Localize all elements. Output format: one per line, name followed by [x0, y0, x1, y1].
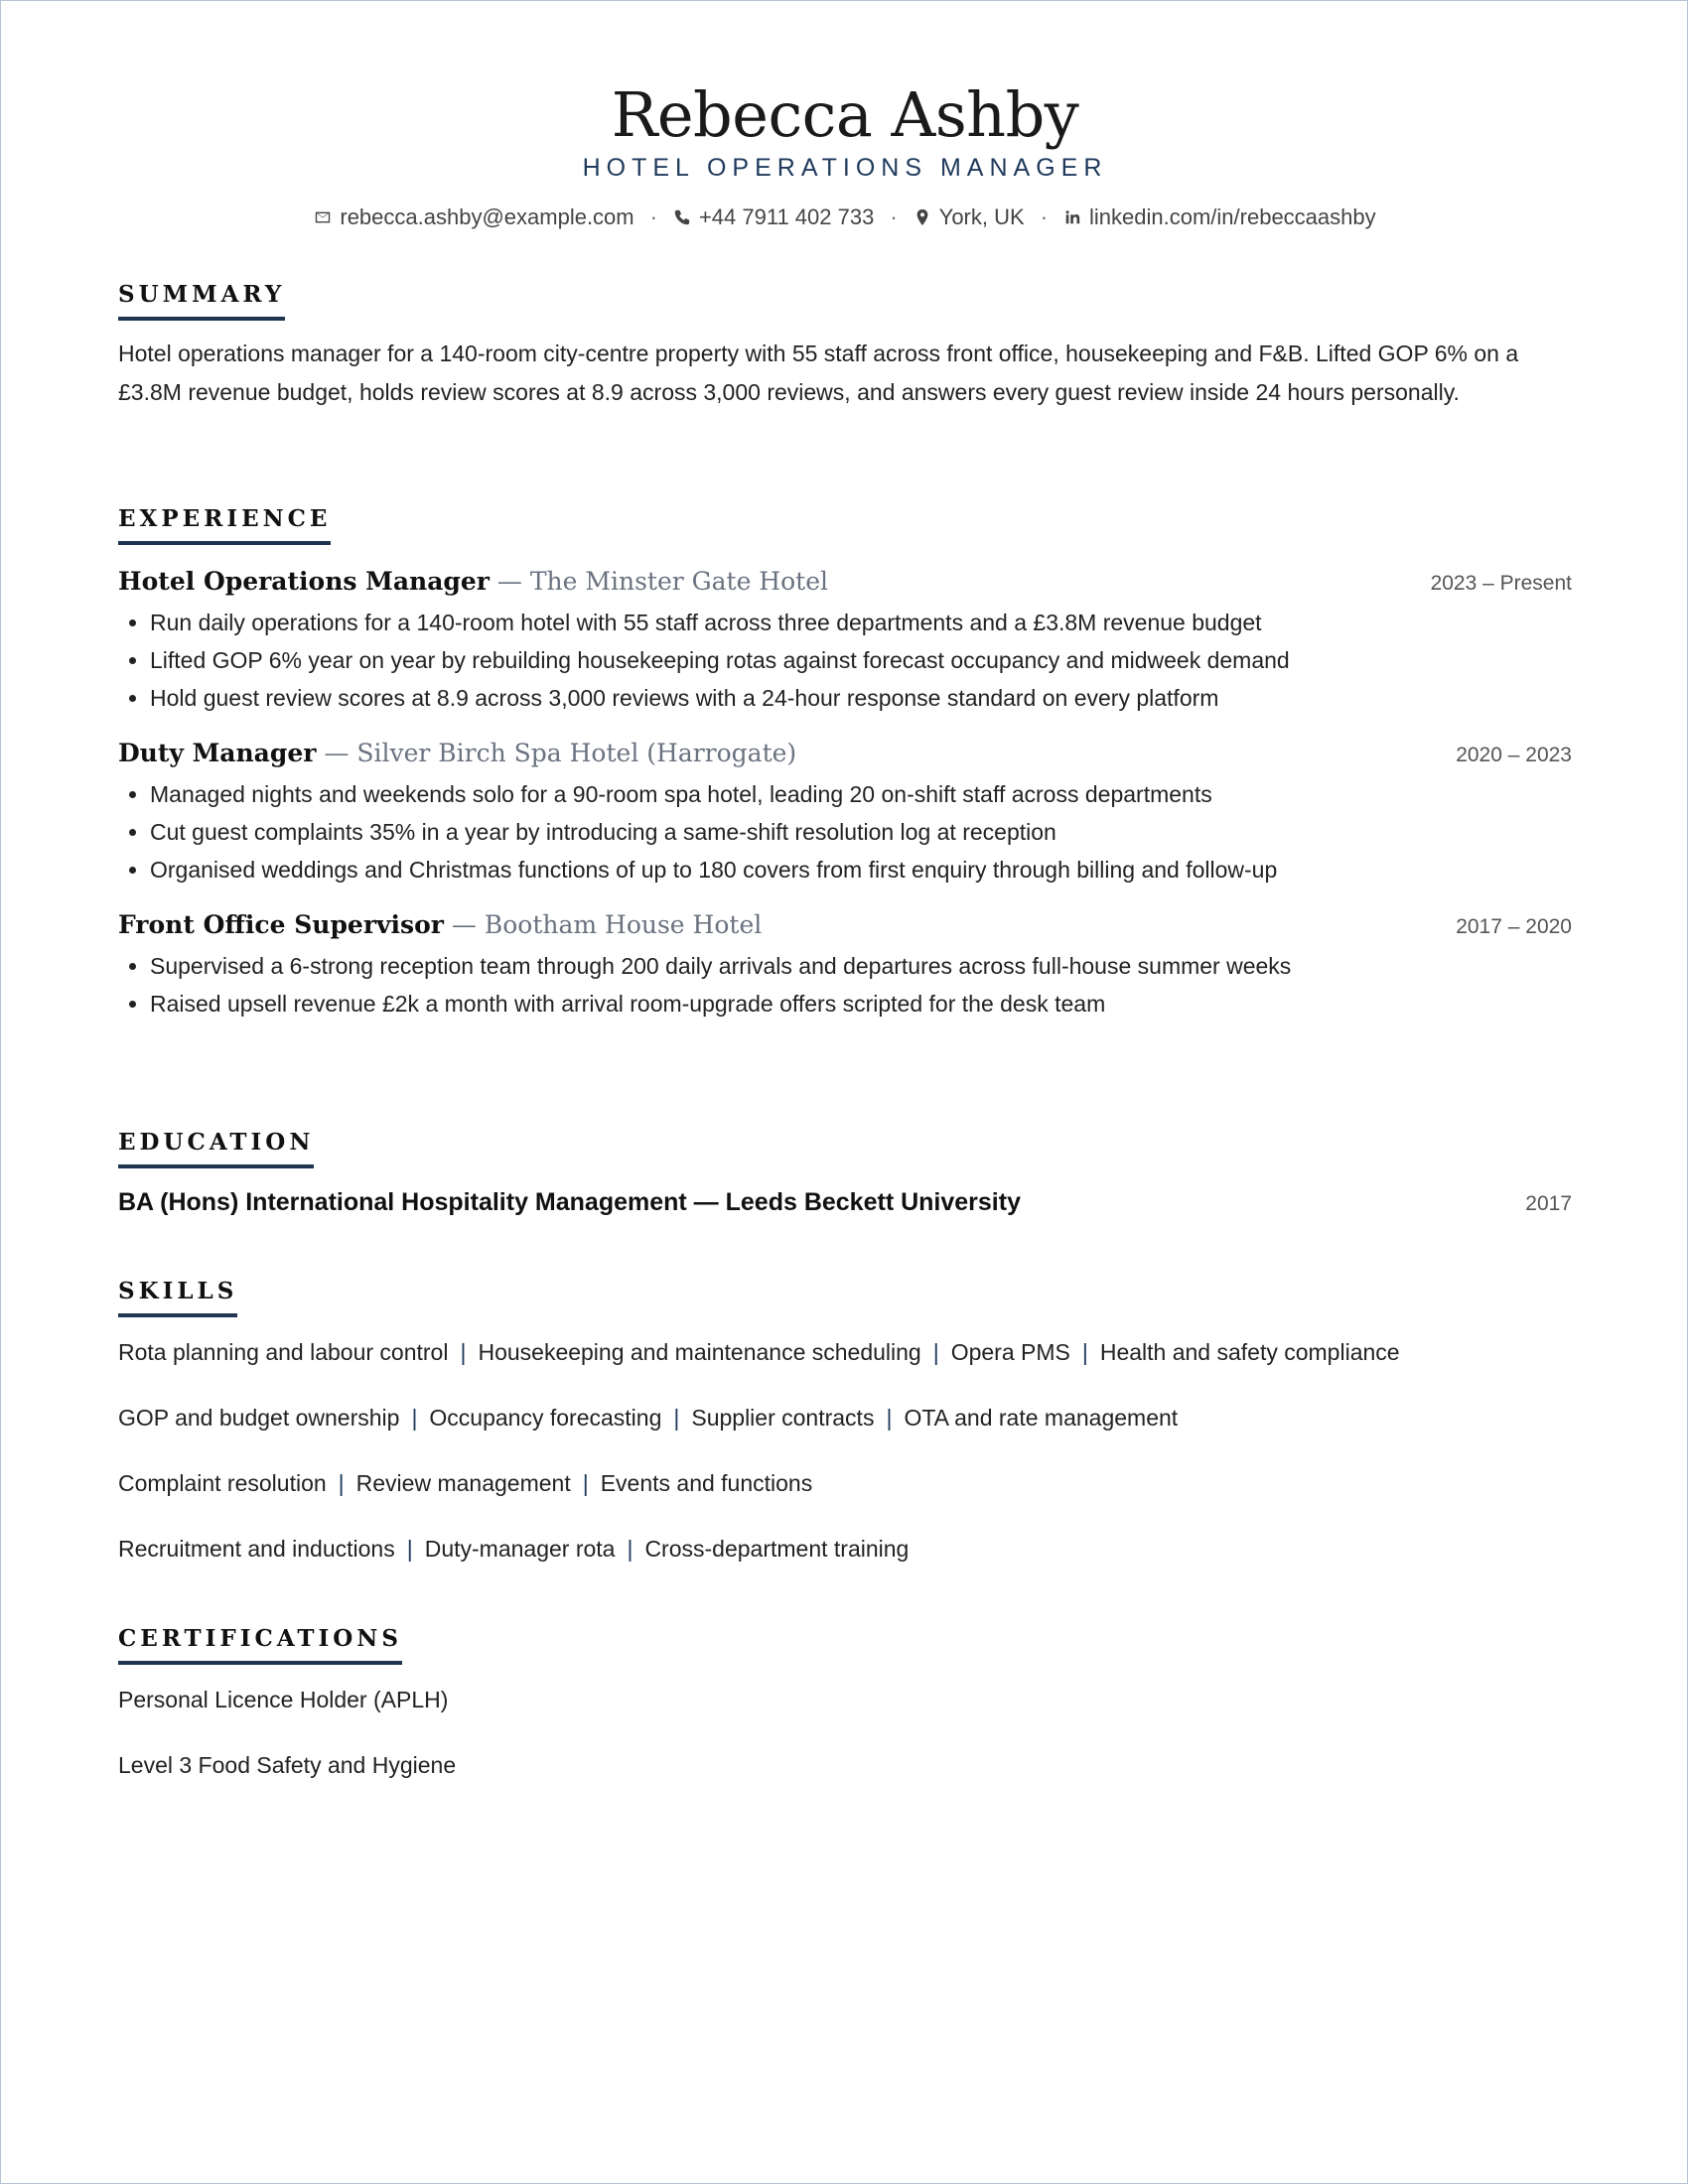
job-company: — Bootham House Hotel — [443, 910, 763, 939]
job-bullet: • Run daily operations for a 140-room hotel with 55 staff across three departments and a £3.8M revenue budget — [150, 604, 1572, 641]
skill-item: Recruitment and inductions — [118, 1536, 395, 1562]
skill-item: Events and functions — [600, 1470, 813, 1496]
contact-phone[interactable] — [673, 204, 874, 231]
skills-line — [118, 1337, 1572, 1367]
skill-separator: | — [673, 1405, 680, 1431]
job-title: Front Office Supervisor — [118, 910, 444, 939]
candidate-role: HOTEL OPERATIONS MANAGER — [582, 154, 1108, 182]
job-bullet: • Raised upsell revenue £2k a month with arrival room-upgrade offers scripted for the desk team — [150, 985, 1572, 1023]
job-dates: 2017 – 2020 — [1456, 915, 1572, 938]
section-title-education: EDUCATION — [118, 1129, 314, 1168]
skills-line — [118, 1403, 1572, 1433]
contact-linkedin[interactable] — [1063, 204, 1376, 231]
skill-item: OTA and rate management — [904, 1405, 1179, 1431]
skill-item: Occupancy forecasting — [429, 1405, 662, 1431]
job-dates: 2020 – 2023 — [1456, 744, 1572, 766]
education-year: 2017 — [1525, 1192, 1572, 1215]
skills-section — [118, 1278, 1572, 1564]
skill-item: Complaint resolution — [118, 1470, 327, 1496]
certification-item: Level 3 Food Safety and Hygiene — [118, 1752, 457, 1778]
skill-item: Housekeeping and maintenance scheduling — [478, 1339, 921, 1365]
skill-separator: | — [1081, 1339, 1088, 1365]
phone-text: +44 7911 402 733 — [698, 205, 875, 229]
contact-separator: · — [1040, 205, 1049, 229]
contact-separator: · — [649, 205, 657, 229]
summary-section — [118, 281, 1572, 412]
skills-line — [118, 1468, 1572, 1498]
contact-line — [118, 204, 1572, 231]
linkedin-text: linkedin.com/in/rebeccaashby — [1089, 205, 1376, 229]
skill-separator: | — [932, 1339, 939, 1365]
job-entry — [118, 739, 1572, 888]
job-company: — Silver Birch Spa Hotel (Harrogate) — [316, 739, 797, 767]
certification-item: Personal Licence Holder (APLH) — [118, 1687, 449, 1712]
job-company: — The Minster Gate Hotel — [489, 567, 828, 596]
skill-item: Health and safety compliance — [1099, 1339, 1400, 1365]
candidate-name: Rebecca Ashby — [611, 78, 1079, 151]
skill-separator: | — [582, 1470, 589, 1496]
education-entry — [118, 1188, 1572, 1217]
skills-line — [118, 1534, 1572, 1564]
contact-email[interactable] — [314, 204, 633, 231]
certifications-section — [118, 1625, 1572, 1780]
job-title: Hotel Operations Manager — [118, 567, 490, 596]
skill-separator: | — [406, 1536, 413, 1562]
linkedin-icon — [1063, 208, 1081, 226]
contact-location — [914, 204, 1025, 231]
job-bullet: • Cut guest complaints 35% in a year by introducing a same-shift resolution log at reception — [150, 813, 1572, 851]
location-text: York, UK — [938, 205, 1025, 229]
resume-content — [118, 1, 1572, 1778]
phone-icon — [673, 208, 691, 226]
skill-item: Review management — [355, 1470, 571, 1496]
job-title: Duty Manager — [118, 739, 317, 767]
skill-item: Duty-manager rota — [424, 1536, 616, 1562]
skill-item: Opera PMS — [950, 1339, 1070, 1365]
job-bullets — [118, 604, 1572, 717]
skill-item: Cross-department training — [644, 1536, 910, 1562]
job-bullet: • Managed nights and weekends solo for a 90-room spa hotel, leading 20 on-shift staff across departments — [150, 775, 1572, 813]
skill-separator: | — [338, 1470, 345, 1496]
skill-separator: | — [886, 1405, 893, 1431]
skill-separator: | — [460, 1339, 467, 1365]
experience-section — [118, 505, 1572, 1023]
job-dates: 2023 – Present — [1430, 572, 1572, 595]
section-title-certifications: CERTIFICATIONS — [118, 1625, 402, 1665]
skill-item: GOP and budget ownership — [118, 1405, 400, 1431]
skill-separator: | — [411, 1405, 418, 1431]
resume-header — [118, 1, 1572, 231]
job-bullets — [118, 775, 1572, 888]
skills-list — [118, 1337, 1572, 1564]
job-entry — [118, 910, 1572, 1023]
job-bullet: • Organised weddings and Christmas functions of up to 180 covers from first enquiry through billing and follow-up — [150, 851, 1572, 888]
skill-separator: | — [627, 1536, 633, 1562]
summary-text: Hotel operations manager for a 140-room city-centre property with 55 staff across front office, housekeeping and F&B. Lifted GOP 6% on a £3.8M revenue budget, holds review scores at 8.9 across 3,000 reviews, and answers every guest review inside 24 hours personally. — [118, 341, 1519, 405]
job-bullet: • Supervised a 6-strong reception team through 200 daily arrivals and departures across full-house summer weeks — [150, 947, 1572, 985]
job-bullet: • Hold guest review scores at 8.9 across 3,000 reviews with a 24-hour response standard on every platform — [150, 679, 1572, 717]
job-header — [118, 739, 1572, 767]
section-title-summary: SUMMARY — [118, 281, 285, 321]
location-pin-icon — [914, 208, 931, 226]
job-bullet: • Lifted GOP 6% year on year by rebuilding housekeeping rotas against forecast occupancy and midweek demand — [150, 641, 1572, 679]
skill-item: Supplier contracts — [691, 1405, 875, 1431]
job-header — [118, 567, 1572, 596]
skill-item: Rota planning and labour control — [118, 1339, 449, 1365]
job-entry — [118, 567, 1572, 717]
section-title-experience: EXPERIENCE — [118, 505, 331, 545]
contact-separator: · — [890, 205, 898, 229]
education-section — [118, 1129, 1572, 1217]
mail-icon — [314, 208, 332, 226]
job-header — [118, 910, 1572, 939]
section-title-skills: SKILLS — [118, 1278, 237, 1317]
education-degree: BA (Hons) International Hospitality Management — Leeds Beckett University — [118, 1188, 1021, 1216]
email-text: rebecca.ashby@example.com — [340, 205, 634, 229]
job-bullets — [118, 947, 1572, 1023]
